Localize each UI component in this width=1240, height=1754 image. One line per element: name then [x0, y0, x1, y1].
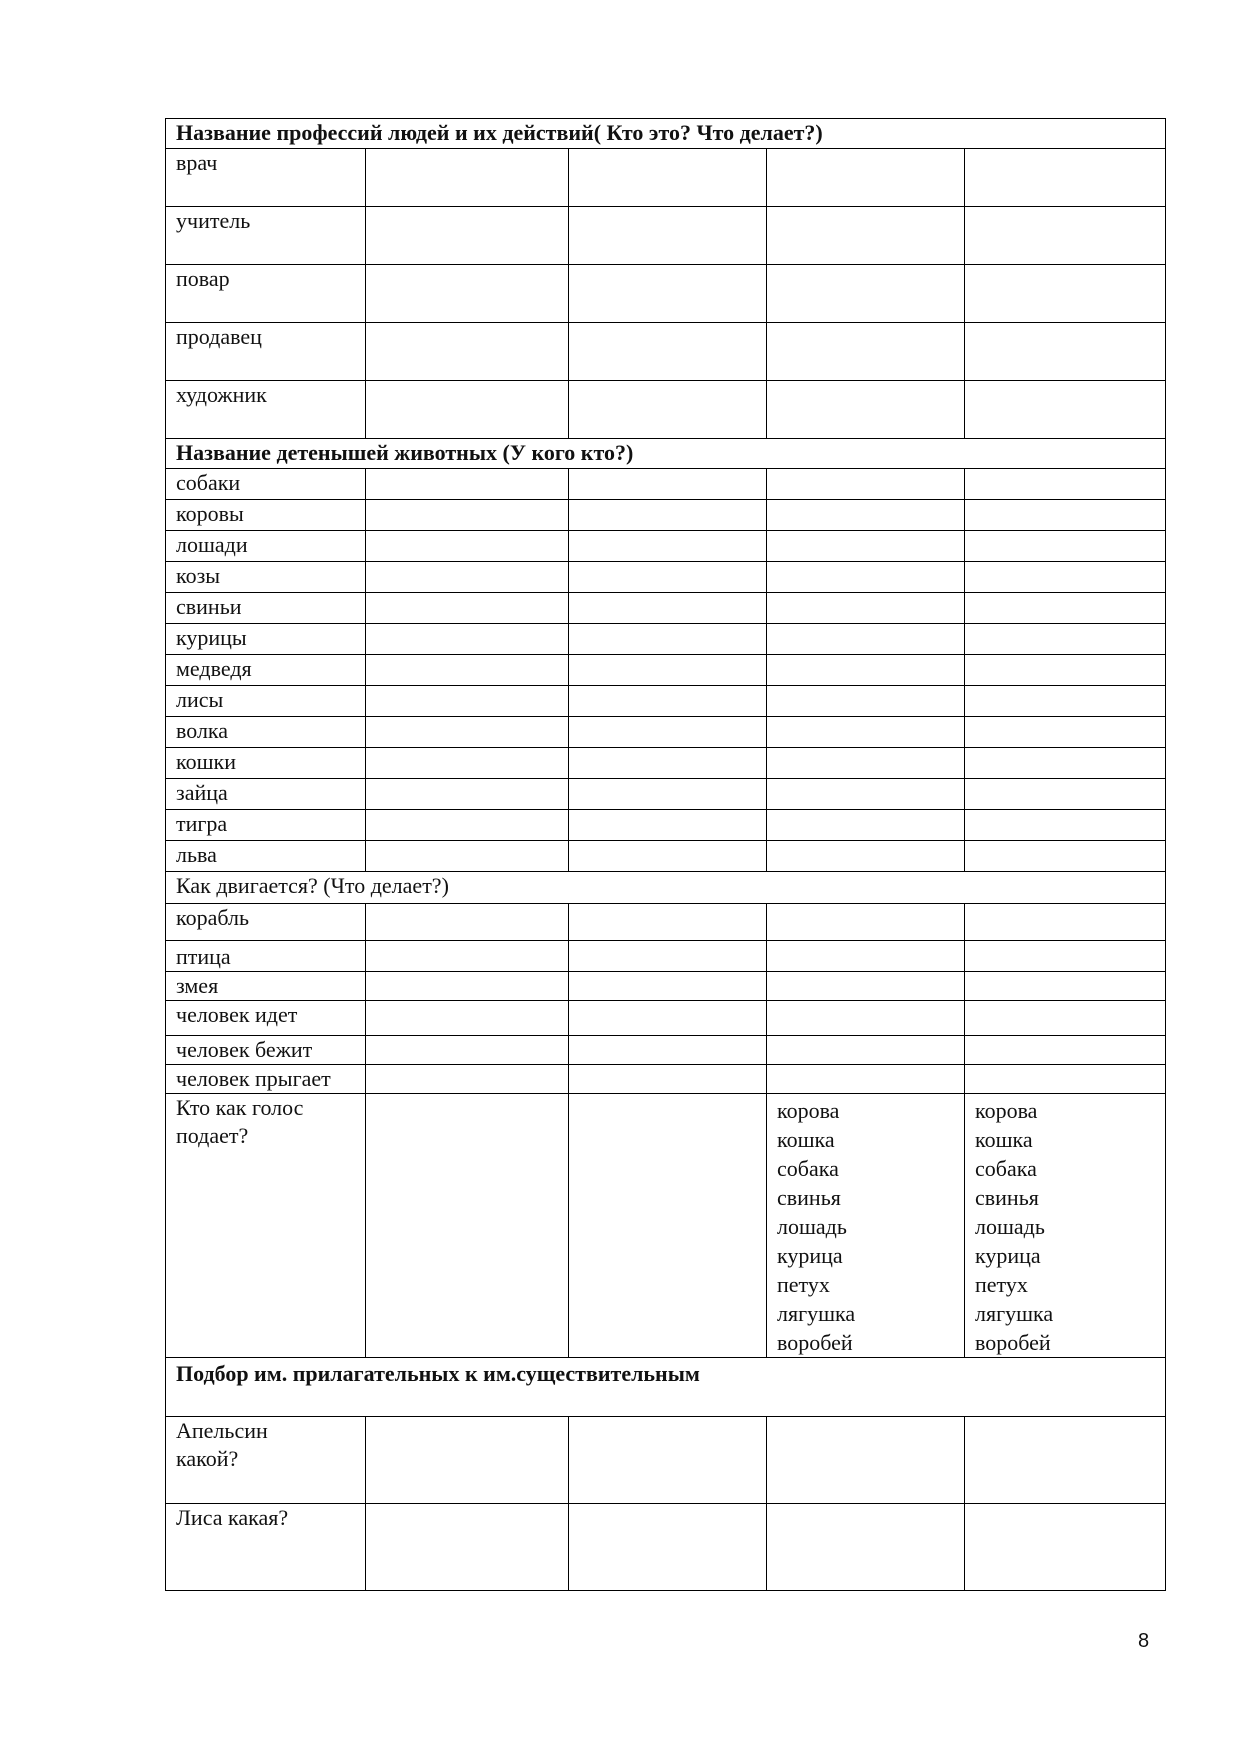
- row-label: повар: [166, 265, 366, 323]
- answer-cell[interactable]: [569, 779, 767, 810]
- answer-cell[interactable]: [366, 748, 569, 779]
- answer-cell[interactable]: [965, 1001, 1166, 1036]
- row-label: врач: [166, 149, 366, 207]
- answer-cell[interactable]: [569, 1001, 767, 1036]
- answer-cell[interactable]: [767, 500, 965, 531]
- animal-word: собака: [975, 1156, 1037, 1181]
- answer-cell[interactable]: [569, 717, 767, 748]
- row-label: курицы: [166, 624, 366, 655]
- answer-cell[interactable]: [569, 748, 767, 779]
- answer-cell[interactable]: [767, 1417, 965, 1504]
- animal-word: петух: [777, 1272, 830, 1297]
- row-label: человек бежит: [166, 1036, 366, 1065]
- answer-cell[interactable]: [965, 500, 1166, 531]
- answer-cell[interactable]: [366, 1504, 569, 1591]
- answer-cell[interactable]: [767, 941, 965, 972]
- voices-animal-list: [965, 1094, 1166, 1358]
- answer-cell[interactable]: [569, 500, 767, 531]
- answer-cell[interactable]: [965, 1036, 1166, 1065]
- answer-cell[interactable]: [767, 841, 965, 872]
- answer-cell[interactable]: [569, 1094, 767, 1358]
- animal-word: свинья: [777, 1185, 841, 1210]
- answer-cell[interactable]: [767, 779, 965, 810]
- answer-cell[interactable]: [366, 500, 569, 531]
- animal-word: курица: [777, 1243, 843, 1268]
- answer-cell[interactable]: [767, 207, 965, 265]
- answer-cell[interactable]: [767, 562, 965, 593]
- row-label: кошки: [166, 748, 366, 779]
- answer-cell[interactable]: [366, 686, 569, 717]
- answer-cell[interactable]: [767, 624, 965, 655]
- row-label: продавец: [166, 323, 366, 381]
- answer-cell[interactable]: [366, 562, 569, 593]
- animal-word: кошка: [975, 1127, 1033, 1152]
- row-label: лошади: [166, 531, 366, 562]
- answer-cell[interactable]: [767, 323, 965, 381]
- answer-cell[interactable]: [767, 149, 965, 207]
- answer-cell[interactable]: [767, 265, 965, 323]
- animal-word: собака: [777, 1156, 839, 1181]
- answer-cell[interactable]: [366, 1094, 569, 1358]
- answer-cell[interactable]: [965, 149, 1166, 207]
- animal-word: лягушка: [975, 1301, 1054, 1326]
- answer-cell[interactable]: [965, 904, 1166, 941]
- answer-cell[interactable]: [366, 1036, 569, 1065]
- answer-cell[interactable]: [569, 810, 767, 841]
- answer-cell[interactable]: [366, 323, 569, 381]
- row-label: Апельсин какой?: [166, 1417, 366, 1504]
- answer-cell[interactable]: [569, 1036, 767, 1065]
- voices-question: Кто как голос подает?: [166, 1094, 366, 1358]
- answer-cell[interactable]: [965, 323, 1166, 381]
- answer-cell[interactable]: [569, 1417, 767, 1504]
- answer-cell[interactable]: [569, 562, 767, 593]
- answer-cell[interactable]: [366, 593, 569, 624]
- row-label: художник: [166, 381, 366, 439]
- answer-cell[interactable]: [767, 531, 965, 562]
- row-label: корабль: [166, 904, 366, 941]
- answer-cell[interactable]: [366, 149, 569, 207]
- answer-cell[interactable]: [965, 779, 1166, 810]
- answer-cell[interactable]: [366, 810, 569, 841]
- row-label: тигра: [166, 810, 366, 841]
- answer-cell[interactable]: [569, 207, 767, 265]
- answer-cell[interactable]: [366, 904, 569, 941]
- answer-cell[interactable]: [569, 323, 767, 381]
- answer-cell[interactable]: [965, 941, 1166, 972]
- answer-cell[interactable]: [965, 593, 1166, 624]
- answer-cell[interactable]: [569, 265, 767, 323]
- animal-word: кошка: [777, 1127, 835, 1152]
- answer-cell[interactable]: [569, 1065, 767, 1094]
- answer-cell[interactable]: [965, 381, 1166, 439]
- row-label: Лиса какая?: [166, 1504, 366, 1591]
- answer-cell[interactable]: [767, 1065, 965, 1094]
- answer-cell[interactable]: [366, 941, 569, 972]
- animal-word: воробей: [975, 1330, 1051, 1355]
- answer-cell[interactable]: [366, 841, 569, 872]
- answer-cell[interactable]: [965, 1065, 1166, 1094]
- answer-cell[interactable]: [366, 1001, 569, 1036]
- answer-cell[interactable]: [767, 655, 965, 686]
- row-label: медведя: [166, 655, 366, 686]
- answer-cell[interactable]: [767, 904, 965, 941]
- row-label: льва: [166, 841, 366, 872]
- answer-cell[interactable]: [965, 562, 1166, 593]
- answer-cell[interactable]: [569, 1504, 767, 1591]
- answer-cell[interactable]: [965, 265, 1166, 323]
- row-label: учитель: [166, 207, 366, 265]
- answer-cell[interactable]: [767, 810, 965, 841]
- answer-cell[interactable]: [569, 686, 767, 717]
- answer-cell[interactable]: [767, 1036, 965, 1065]
- answer-cell[interactable]: [965, 717, 1166, 748]
- answer-cell[interactable]: [767, 469, 965, 500]
- row-label: волка: [166, 717, 366, 748]
- row-label: человек прыгает: [166, 1065, 366, 1094]
- answer-cell[interactable]: [569, 469, 767, 500]
- answer-cell[interactable]: [366, 207, 569, 265]
- answer-cell[interactable]: [965, 207, 1166, 265]
- answer-cell[interactable]: [569, 904, 767, 941]
- answer-cell[interactable]: [965, 1504, 1166, 1591]
- animal-word: корова: [975, 1098, 1038, 1123]
- answer-cell[interactable]: [965, 972, 1166, 1001]
- answer-cell[interactable]: [965, 531, 1166, 562]
- answer-cell[interactable]: [965, 1417, 1166, 1504]
- row-label: человек идет: [166, 1001, 366, 1036]
- row-label: коровы: [166, 500, 366, 531]
- answer-cell[interactable]: [366, 265, 569, 323]
- row-label: птица: [166, 941, 366, 972]
- answer-cell[interactable]: [767, 381, 965, 439]
- answer-cell[interactable]: [767, 593, 965, 624]
- answer-cell[interactable]: [366, 1417, 569, 1504]
- answer-cell[interactable]: [569, 149, 767, 207]
- answer-cell[interactable]: [965, 655, 1166, 686]
- animal-word: свинья: [975, 1185, 1039, 1210]
- answer-cell[interactable]: [965, 624, 1166, 655]
- section-title-animals: Название детенышей животных (У кого кто?): [166, 439, 1166, 469]
- answer-cell[interactable]: [569, 593, 767, 624]
- answer-cell[interactable]: [569, 381, 767, 439]
- section-title-professions: Название профессий людей и их действий( Кто это? Что делает?): [166, 119, 1166, 149]
- answer-cell[interactable]: [366, 779, 569, 810]
- answer-cell[interactable]: [569, 841, 767, 872]
- answer-cell[interactable]: [965, 686, 1166, 717]
- animal-word: лошадь: [777, 1214, 847, 1239]
- animal-word: воробей: [777, 1330, 853, 1355]
- answer-cell[interactable]: [767, 686, 965, 717]
- answer-cell[interactable]: [965, 469, 1166, 500]
- animal-word: петух: [975, 1272, 1028, 1297]
- answer-cell[interactable]: [569, 655, 767, 686]
- answer-cell[interactable]: [965, 810, 1166, 841]
- answer-cell[interactable]: [366, 1065, 569, 1094]
- animal-word: курица: [975, 1243, 1041, 1268]
- worksheet-table: [165, 118, 1166, 1591]
- row-label: собаки: [166, 469, 366, 500]
- row-label: свиньи: [166, 593, 366, 624]
- answer-cell[interactable]: [965, 748, 1166, 779]
- answer-cell[interactable]: [767, 1504, 965, 1591]
- section-title-adjectives: Подбор им. прилагательных к им.существительным: [166, 1358, 1166, 1417]
- row-label: зайца: [166, 779, 366, 810]
- row-label: змея: [166, 972, 366, 1001]
- animal-word: лошадь: [975, 1214, 1045, 1239]
- answer-cell[interactable]: [366, 655, 569, 686]
- answer-cell[interactable]: [767, 972, 965, 1001]
- answer-cell[interactable]: [366, 972, 569, 1001]
- answer-cell[interactable]: [569, 624, 767, 655]
- section-title-movement: Как двигается? (Что делает?): [166, 872, 1166, 904]
- answer-cell[interactable]: [366, 469, 569, 500]
- answer-cell[interactable]: [767, 748, 965, 779]
- answer-cell[interactable]: [366, 624, 569, 655]
- animal-word: корова: [777, 1098, 840, 1123]
- answer-cell[interactable]: [965, 841, 1166, 872]
- answer-cell[interactable]: [569, 972, 767, 1001]
- answer-cell[interactable]: [569, 531, 767, 562]
- row-label: лисы: [166, 686, 366, 717]
- page-number: 8: [1138, 1630, 1150, 1652]
- answer-cell[interactable]: [767, 1001, 965, 1036]
- answer-cell[interactable]: [767, 717, 965, 748]
- answer-cell[interactable]: [366, 381, 569, 439]
- animal-word: лягушка: [777, 1301, 856, 1326]
- answer-cell[interactable]: [366, 717, 569, 748]
- answer-cell[interactable]: [569, 941, 767, 972]
- answer-cell[interactable]: [366, 531, 569, 562]
- voices-animal-list: [767, 1094, 965, 1358]
- row-label: козы: [166, 562, 366, 593]
